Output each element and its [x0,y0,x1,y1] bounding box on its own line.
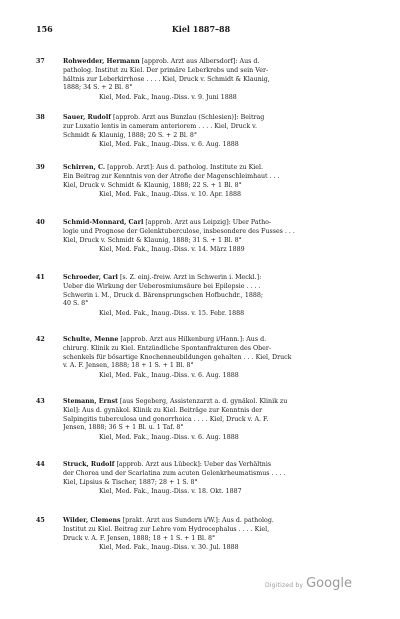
thesis-line: Kiel, Med. Fak., Inaug.-Diss. v. 18. Okt. 1887 [99,488,242,496]
entry-line: Ueber die Wirkung der Ueberosmiumsäure bei Epilepsie . . . . [63,282,261,290]
entry-line: schenkels für bösartige Knochenneubildungen gehalten . . . Kiel, Druck [63,353,292,361]
page-number: 156 [36,24,53,34]
entry-line: hältnis zur Leberkirrhose . . . . Kiel, Druck v. Schmidt & Klaunig, [63,75,270,83]
author-name: Schroeder, Carl [63,274,118,281]
author-name: Stemann, Ernst [63,398,118,405]
entry-line: Salpingitis tuberculosa und gonorrhoica . . . . Kiel, Druck v. A. F. [63,415,269,423]
entry-44 [36,461,366,497]
thesis-line: Kiel, Med. Fak., Inaug.-Diss. v. 9. Juni 1888 [99,94,237,102]
entry-39 [36,164,366,200]
entry-41 [36,274,366,319]
entry-number: 44 [36,461,45,468]
entry-number: 42 [36,336,45,343]
entry-line: 40 S. 8° [63,300,89,308]
entry-number: 43 [36,398,45,405]
entry-line: 1888; 34 S. + 2 Bl. 8° [63,84,133,92]
entry-number: 45 [36,517,45,524]
entry-37 [36,58,366,103]
entry-line: [approb. Arzt aus Bunzlau (Schlesien)]: Beitrag [110,114,265,121]
entry-number: 40 [36,219,45,226]
entry-38 [36,114,366,150]
entry-line: [approb. Arzt aus Lübeck]: Ueber das Verhältnis [114,461,272,468]
entry-line: [approb. Arzt]: Aus d. patholog. Institute zu Kiel. [105,164,264,171]
entry-line: Kiel, Druck v. Schmidt & Klaunig, 1888; 22 S. + 1 Bl. 8° [63,181,242,189]
author-name: Schulte, Menne [63,336,119,343]
entry-line: der Chorea und der Scarlatina zum acuten Gelenkrheumatismus . . . . [63,469,286,477]
entry-line: v. A. F. Jensen, 1888; 18 + 1 S. + 1 Bl. 8° [63,362,194,370]
entry-45 [36,517,366,553]
entry-line: Schmidt & Klaunig, 1888; 20 S. + 2 Bl. 8° [63,131,198,139]
google-watermark [265,572,352,591]
entry-line: logie und Prognose der Gelenktuberculose, insbesondere des Fusses . . . [63,227,295,235]
entry-line: Kiel, Druck v. Schmidt & Klaunig, 1888; 31 S. + 1 Bl. 8° [63,236,242,244]
digitized-label: Digitized by [265,582,304,589]
entry-line: Schwerin i. M., Druck d. Bärensprungschen Hofbuchdr., 1888; [63,291,264,299]
entry-line: Kiel]: Aus d. gynäkol. Klinik zu Kiel. Beiträge zur Kenntnis der [63,406,263,414]
entry-number: 37 [36,58,45,65]
thesis-line: Kiel, Med. Fak., Inaug.-Diss. v. 10. Apr. 1888 [99,191,241,199]
author-name: Wilder, Clemens [63,517,121,524]
entry-line: [approb. Arzt aus Albersdorf]: Aus d. [139,58,260,65]
entry-40 [36,219,366,255]
entry-line: [aus Segeberg, Assistenzarzt a. d. gynäkol. Klinik zu [117,398,288,405]
google-logo: Google [306,576,352,591]
entry-line: Druck v. A. F. Jensen, 1888; 18 + 1 S. + 1 Bl. 8° [63,534,216,542]
page-header [36,24,366,36]
entry-line: Ein Beitrag zur Kenntnis von der Atrofie der Magenschleimhaut . . . [63,172,280,180]
entry-line: [s. Z. einj.-freiw. Arzt in Schwerin i. Meckl.]: [117,274,262,281]
thesis-line: Kiel, Med. Fak., Inaug.-Diss. v. 6. Aug. 1888 [99,141,239,149]
entry-line: chirurg. Klinik zu Kiel. Entzündliche Spontanfrakturen des Ober- [63,344,272,352]
thesis-line: Kiel, Med. Fak., Inaug.-Diss. v. 14. März 1889 [99,246,245,254]
entry-line: [prakt. Arzt aus Sundern i/W.]: Aus d. patholog. [120,517,274,524]
entry-43 [36,398,366,443]
thesis-line: Kiel, Med. Fak., Inaug.-Diss. v. 15. Febr. 1888 [99,310,245,318]
entry-line: Jensen, 1888; 36 S + 1 Bl. u. 1 Taf. 8° [63,424,184,432]
author-name: Struck, Rudolf [63,461,115,468]
entry-42 [36,336,366,381]
author-name: Schmid-Monnard, Carl [63,219,144,226]
entry-number: 39 [36,164,45,171]
entry-line: Institut zu Kiel. Beitrag zur Lehre vom Hydrocephalus . . . . Kiel, [63,525,270,533]
author-name: Sauer, Rudolf [63,114,111,121]
running-title: Kiel 1887–88 [171,24,231,34]
author-name: Rohwedder, Hermann [63,58,140,65]
entry-number: 38 [36,114,45,121]
thesis-line: Kiel, Med. Fak., Inaug.-Diss. v. 30. Jul. 1888 [99,544,239,552]
thesis-line: Kiel, Med. Fak., Inaug.-Diss. v. 6. Aug. 1888 [99,372,239,380]
thesis-line: Kiel, Med. Fak., Inaug.-Diss. v. 6. Aug. 1888 [99,434,239,442]
entry-line: Kiel, Lipsius & Tischer, 1887; 28 + 1 S. 8° [63,478,198,486]
entry-line: [approb. Arzt aus Leipzig]: Über Patho- [143,219,272,226]
entry-line: patholog. Institut zu Kiel. Der primäre Leberkrebs und sein Ver- [63,66,269,74]
entry-line: zur Luxatio lentis in cameram anteriorem . . . . Kiel, Druck v. [63,122,257,130]
entry-number: 41 [36,274,45,281]
author-name: Schirren, C. [63,164,106,171]
entry-line: [approb. Arzt aus Hilkenburg i/Hann.]: Aus d. [118,336,267,343]
